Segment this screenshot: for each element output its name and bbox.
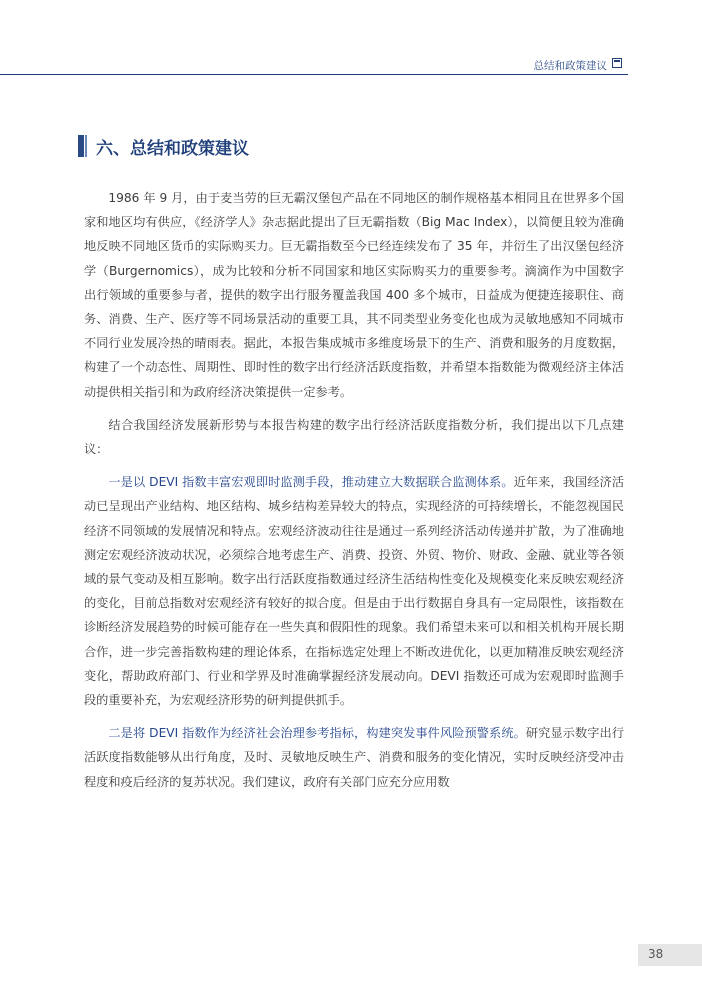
paragraph-lead: 二是将 DEVI 指数作为经济社会治理参考指标，构建突发事件风险预警系统。: [108, 726, 526, 741]
running-header-title: 总结和政策建议: [533, 60, 607, 72]
section-title: 六、总结和政策建议: [96, 139, 249, 159]
paragraph: [84, 470, 624, 712]
page-number: 38: [648, 947, 664, 961]
paragraph: 1986 年 9 月，由于麦当劳的巨无霸汉堡包产品在不同地区的制作规格基本相同且在世界多个国家和地区均有供应，《经济学人》杂志据此提出了巨无霸指数（Big Mac Index），以简便且较为准确地反映不同地区货币的实际购买力。巨无霸指数至今已经连续发布了 35 年，并衍生了出汉堡包经济学（Burgernomics），成为比较和分析不同国家和地区实际购买力的重要参考。滴滴作为中国数字出行领域的重要参与者，提供的数字出行服务覆盖我国 400 多个城市，日益成为便捷连接职住、商务、消费、生产、医疗等不同场景活动的重要工具，其不同类型业务变化也成为灵敏地感知不同城市不同行业发展冷热的晴雨表。据此，本报告集成城市多维度场景下的生产、消费和服务的月度数据，构建了一个动态性、周期性、即时性的数字出行经济活跃度指数，并希望本指数能为微观经济主体活动提供相关指引和为政府经济决策提供一定参考。: [84, 191, 624, 399]
paragraph-lead: 一是以 DEVI 指数丰富宏观即时监测手段，推动建立大数据联合监测体系。: [108, 475, 514, 490]
book-icon: [612, 58, 622, 68]
header-divider: [0, 74, 628, 75]
body-text: [84, 186, 624, 803]
section-marker-icon: [78, 135, 84, 157]
paragraph-body: 研究显示数字出行活跃度指数能够从出行角度，及时、灵敏地反映生产、消费和服务的变化情况，实时反映经济受冲击程度和疫后经济的复苏状况。我们建议，政府有关部门应充分应用数: [84, 726, 625, 789]
paragraph: [84, 721, 624, 794]
paragraph: 结合我国经济发展新形势与本报告构建的数字出行经济活跃度指数分析，我们提出以下几点建议：: [84, 417, 624, 457]
paragraph-body: 近年来，我国经济活动已呈现出产业结构、地区结构、城乡结构差异较大的特点，实现经济的可持续增长，不能忽视国民经济不同领域的发展情况和特点。宏观经济波动往往是通过一系列经济活动传递并扩散，为了准确地测定宏观经济波动状况，必须综合地考虑生产、消费、投资、外贸、物价、财政、金融、就业等各领域的景气变动及相互影响。数字出行活跃度指数通过经济生活结构性变化及规模变化来反映宏观经济的变化，目前总指数对宏观经济有较好的拟合度。但是由于出行数据自身具有一定局限性，该指数在诊断经济发展趋势的时候可能存在一些失真和假阳性的现象。我们希望未来可以和相关机构开展长期合作，进一步完善指数构建的理论体系，在指标选定处理上不断改进优化，以更加精准反映宏观经济变化，帮助政府部门、行业和学界及时准确掌握经济发展动向。DEVI 指数还可成为宏观即时监测手段的重要补充，为宏观经济形势的研判提供抓手。: [84, 475, 625, 708]
